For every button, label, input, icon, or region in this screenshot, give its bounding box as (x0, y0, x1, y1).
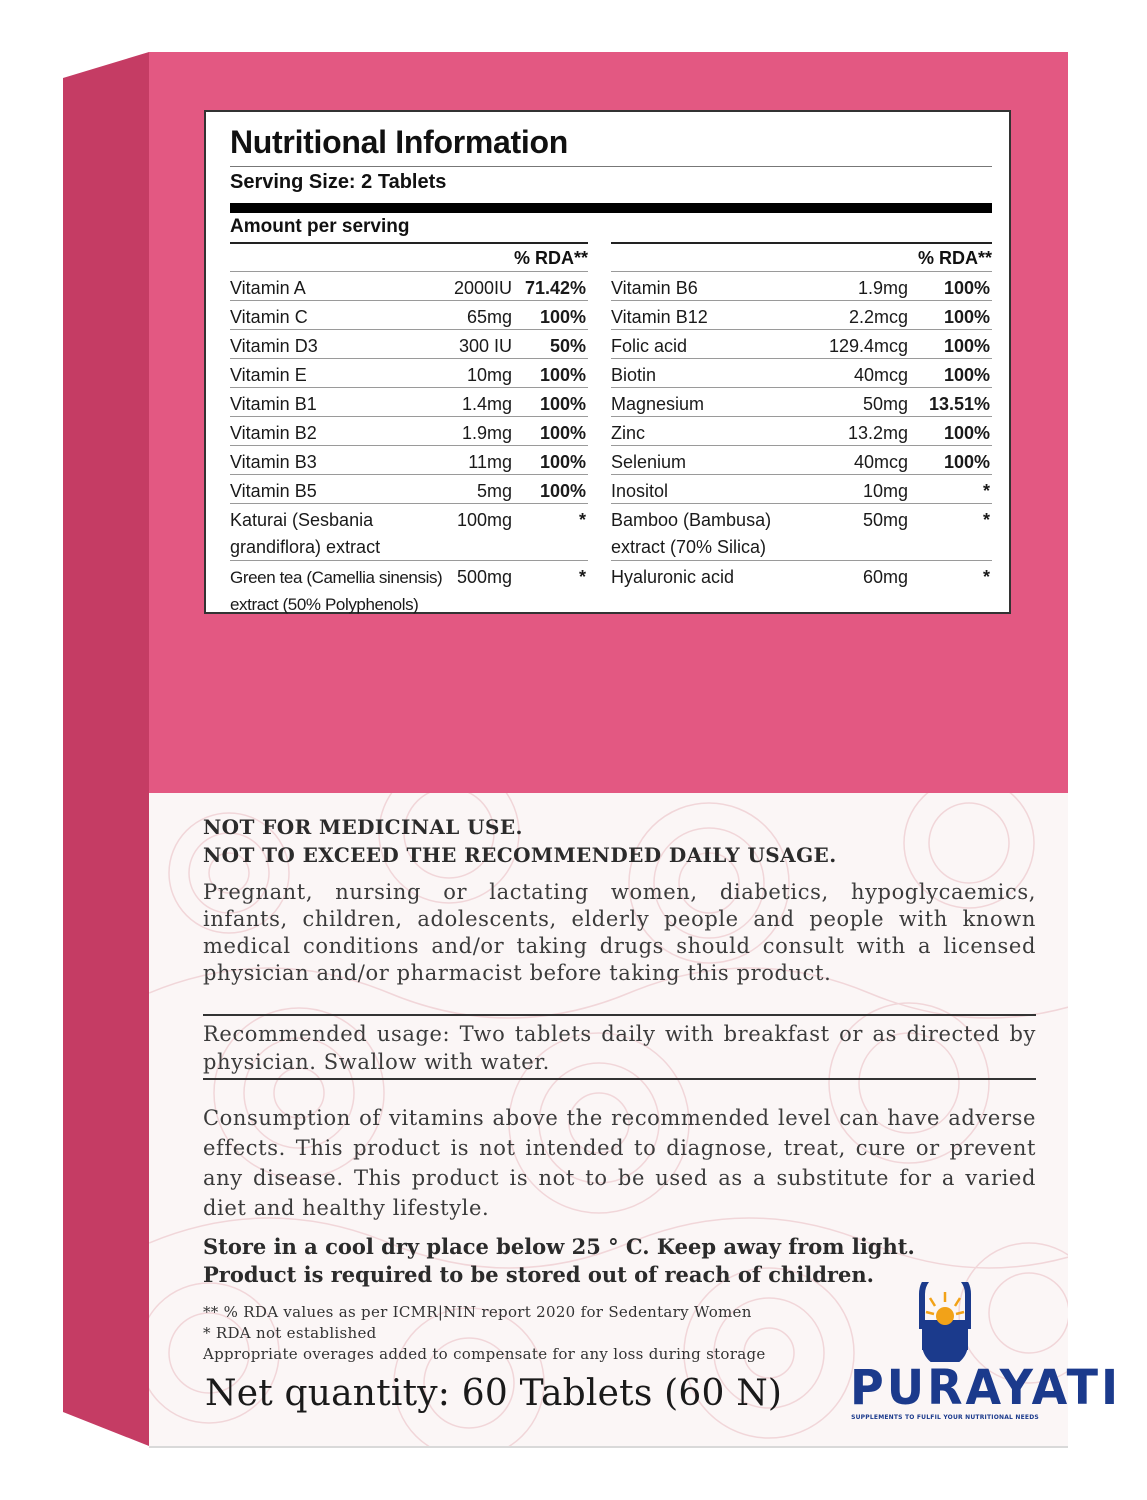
nutrient-row (230, 271, 588, 300)
nutrient-name: Biotin (611, 365, 657, 385)
nutrient-column-right (611, 242, 992, 589)
storage-line: Product is required to be stored out of reach of children. (203, 1262, 874, 1287)
nutrient-row (611, 503, 992, 560)
nutrient-row (611, 329, 992, 358)
nutrient-rda: 100% (539, 423, 586, 443)
recommended-usage: Recommended usage: Two tablets daily with breakfast or as directed by physician. Swallow with water. (203, 1022, 1036, 1074)
nutrient-rda: * (982, 510, 990, 530)
nutrient-amount: 1.9mg (857, 278, 908, 298)
nutrient-name: Vitamin A (230, 278, 306, 298)
storage-line: Store in a cool dry place below 25 ° C. Keep away from light. (203, 1234, 915, 1259)
nutrient-row (611, 445, 992, 474)
nutrient-row (230, 416, 588, 445)
nutrient-name: Vitamin B5 (230, 481, 317, 501)
nutrient-rda: 100% (943, 278, 990, 298)
capsule-sun-icon (850, 1282, 1040, 1362)
nutrient-amount: 1.9mg (461, 423, 512, 443)
nutrient-name: Vitamin B6 (611, 278, 698, 298)
brand-logo (850, 1282, 1122, 1427)
nutrient-rda: * (578, 510, 586, 530)
nutrient-rda: 100% (539, 394, 586, 414)
section-divider (203, 1078, 1036, 1080)
nutrient-row (611, 358, 992, 387)
brand-tagline: SUPPLEMENTS TO FULFIL YOUR NUTRITIONAL NEEDS (851, 1414, 1039, 1421)
nutrient-name: Bamboo (Bambusa) extract (70% Silica) (611, 510, 772, 557)
nutrient-rda: 100% (943, 307, 990, 327)
nutrient-name: Green tea (Camellia sinensis) extract (50% Polyphenols) (230, 568, 443, 614)
nutrient-name: Folic acid (611, 336, 688, 356)
rda-header (611, 244, 992, 271)
nutrient-amount: 11mg (468, 452, 512, 472)
nutrient-row (611, 271, 992, 300)
nutrient-row (230, 300, 588, 329)
nutrient-amount: 50mg (862, 510, 908, 530)
nutrient-amount: 129.4mcg (828, 336, 908, 356)
nutrient-amount: 10mg (466, 365, 512, 385)
nutrient-amount: 40mcg (853, 452, 908, 472)
nutrient-rda: 100% (943, 365, 990, 385)
footnotes (203, 1302, 843, 1365)
nutrient-amount: 50mg (862, 394, 908, 414)
nutrient-name: Selenium (611, 452, 687, 472)
nutrient-rda: 50% (549, 336, 586, 356)
net-quantity: Net quantity: 60 Tablets (60 N) (205, 1373, 783, 1414)
nutrient-rda: 100% (943, 336, 990, 356)
footnote: Appropriate overages added to compensate for any loss during storage (203, 1345, 766, 1363)
nutrient-name: Vitamin C (230, 307, 308, 327)
nutrient-rda: 13.51% (928, 394, 990, 414)
nutrient-amount: 5mg (476, 481, 512, 501)
nutrient-row (230, 329, 588, 358)
nutrient-rda: * (578, 567, 586, 587)
section-divider (203, 1014, 1036, 1016)
amount-per-serving: Amount per serving (230, 216, 410, 237)
nutrient-amount: 100mg (456, 510, 512, 530)
nutrient-name: Vitamin E (230, 365, 307, 385)
nutrient-name: Vitamin B12 (611, 307, 708, 327)
nutrient-amount: 60mg (862, 567, 908, 587)
nutrient-column-left (230, 242, 588, 617)
nutrient-rda: 100% (943, 452, 990, 472)
nutrient-name: Katurai (Sesbania grandiflora) extract (230, 510, 381, 557)
nutrient-name: Zinc (611, 423, 646, 443)
rda-header-text: % RDA** (513, 248, 588, 268)
nutrient-name: Hyaluronic acid (611, 567, 735, 587)
nutrient-name: Vitamin D3 (230, 336, 318, 356)
nutrient-amount: 1.4mg (461, 394, 512, 414)
nutrient-rda: 100% (539, 307, 586, 327)
nutrient-amount: 40mcg (853, 365, 908, 385)
title-divider (230, 166, 992, 167)
nutrition-facts-panel (204, 110, 1011, 614)
nutrient-rda: 100% (539, 452, 586, 472)
nutrient-row (230, 358, 588, 387)
nutrient-rda: * (982, 567, 990, 587)
nutrient-row (230, 503, 588, 560)
brand-name: PURAYATI (850, 1358, 1122, 1416)
nutrient-row (611, 474, 992, 503)
footnote: * RDA not established (203, 1324, 377, 1342)
nutrient-row (611, 560, 992, 589)
nutrient-name: Vitamin B3 (230, 452, 317, 472)
thick-divider (230, 203, 992, 213)
warning-section (203, 813, 1036, 987)
nutrient-rda: 100% (943, 423, 990, 443)
rda-header (230, 244, 588, 271)
nutrient-row (611, 300, 992, 329)
nutrient-rda: 100% (539, 481, 586, 501)
nutrient-name: Inositol (611, 481, 669, 501)
nutrient-amount: 2.2mcg (848, 307, 908, 327)
nutrient-rda: 100% (539, 365, 586, 385)
nutrient-amount: 300 IU (458, 336, 512, 356)
caution-paragraph: Pregnant, nursing or lactating women, diabetics, hypoglycaemics, infants, children, adolescents, elderly people and people with known medical conditions and/or taking drugs should consult with a licensed physician and/or pharmacist before taking this product. (203, 880, 1036, 985)
nutrient-name: Vitamin B1 (230, 394, 317, 414)
nutrient-amount: 500mg (456, 567, 512, 587)
consumption-disclaimer: Consumption of vitamins above the recommended level can have adverse effects. This product is not intended to diagnose, treat, cure or prevent any disease. This product is not to be used as a substitute for a varied diet and healthy lifestyle. (203, 1106, 1036, 1220)
nutrient-row (230, 474, 588, 503)
nutrient-name: Magnesium (611, 394, 705, 414)
nutrient-row (611, 416, 992, 445)
serving-size: Serving Size: 2 Tablets (230, 171, 447, 193)
nutrient-amount: 65mg (466, 307, 512, 327)
nutrient-row (230, 560, 588, 617)
nutrient-rda: 71.42% (524, 278, 586, 298)
warning-line: NOT TO EXCEED THE RECOMMENDED DAILY USAGE. (203, 843, 837, 867)
nutrient-amount: 13.2mg (847, 423, 908, 443)
nutrient-rda: * (982, 481, 990, 501)
nutrient-name: Vitamin B2 (230, 423, 317, 443)
rda-header-text: % RDA** (917, 248, 992, 268)
nutrition-title: Nutritional Information (230, 124, 568, 160)
footnote: ** % RDA values as per ICMR|NIN report 2020 for Sedentary Women (203, 1303, 752, 1321)
nutrient-row (611, 387, 992, 416)
nutrient-amount: 10mg (862, 481, 908, 501)
nutrient-amount: 2000IU (453, 278, 512, 298)
nutrient-row (230, 445, 588, 474)
storage-instructions (203, 1233, 1003, 1289)
warning-line: NOT FOR MEDICINAL USE. (203, 815, 523, 839)
nutrient-row (230, 387, 588, 416)
